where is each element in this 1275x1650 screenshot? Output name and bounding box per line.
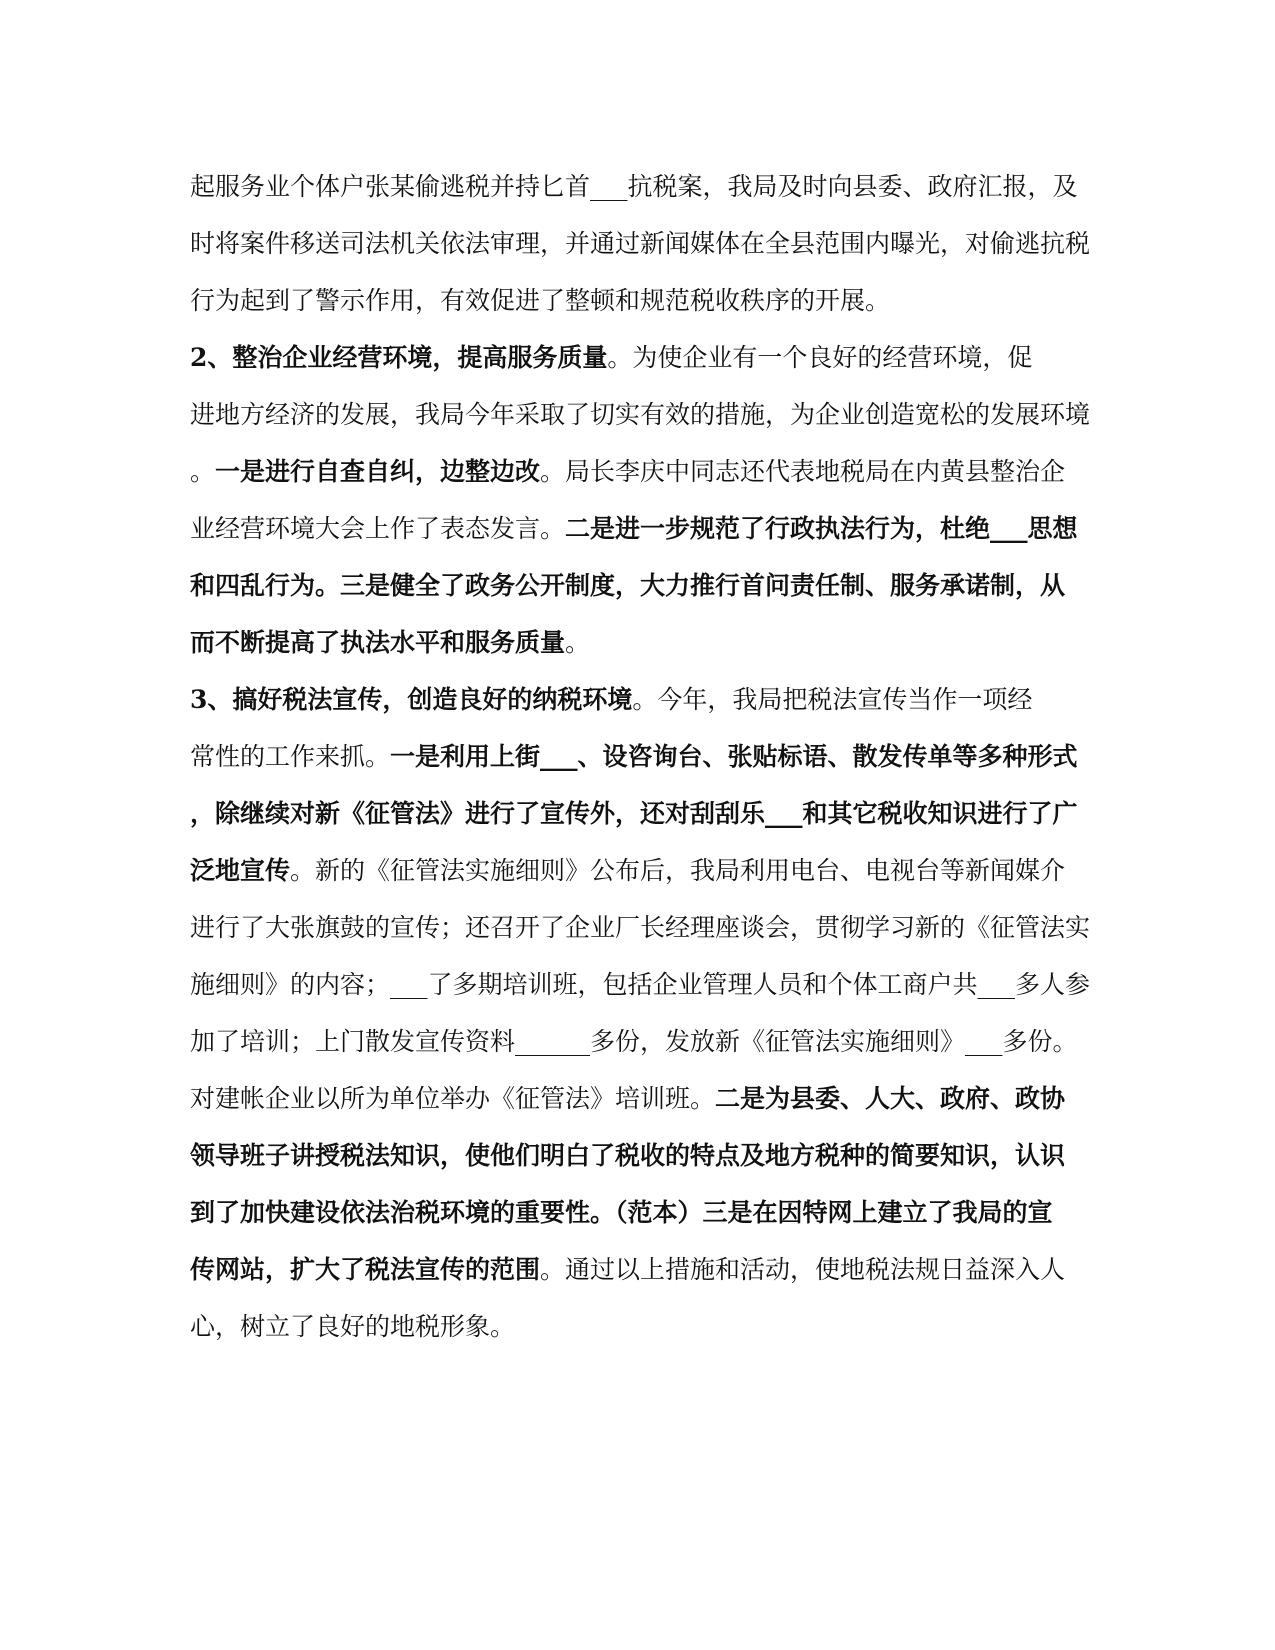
text-line [190,457,1065,487]
text-line [190,628,590,658]
text-line [190,799,1078,829]
text-line [190,514,1078,544]
bold-text-run: 到了加快建设依法治税环境的重要性。（范本）三是在因特网上建立了我局的宣 [190,1198,1053,1227]
text-run: 起服务业个体户张某偷逃税并持匕首___抗税案，我局及时向县委、政府汇报，及 [190,172,1078,201]
bold-text-run: 和四乱行为。三是健全了政务公开制度，大力推行首问责任制、服务承诺制，从 [190,571,1066,600]
bold-text-run: 2、整治企业经营环境，提高服务质量 [190,343,608,372]
text-line [190,400,1090,430]
text-run: 心，树立了良好的地税形象。 [190,1312,516,1341]
text-run: 。今年，我局把税法宣传当作一项经 [632,685,1033,714]
text-line [190,685,1032,715]
bold-text-run: 领导班子讲授税法知识，使他们明白了税收的特点及地方税种的简要知识，认识 [190,1141,1066,1170]
text-line [190,1255,1065,1285]
text-run: 施细则》的内容；___了多期培训班，包括企业管理人员和个体工商户共___多人参 [190,970,1091,999]
text-line [190,970,1090,1000]
text-line [190,229,1090,259]
bold-text-run: ，除继续对新《征管法》进行了宣传外，还对刮刮乐___和其它税收知识进行了广 [190,799,1078,828]
text-line [190,286,890,316]
bold-text-run: 二是进一步规范了行政执法行为，杜绝___思想 [565,514,1078,543]
text-run: 。局长李庆中同志还代表地税局在内黄县整治企 [540,457,1066,486]
text-run: 进地方经济的发展，我局今年采取了切实有效的措施，为企业创造宽松的发展环境 [190,400,1091,429]
bold-text-run: 一是进行自查自纠，边整边改 [215,457,541,486]
text-line [190,742,1078,772]
bold-text-run: 一是利用上街___、设咨询台、张贴标语、散发传单等多种形式 [390,742,1078,771]
bold-text-run: 而不断提高了执法水平和服务质量 [190,628,566,657]
text-run: 。为使企业有一个良好的经营环境，促 [607,343,1033,372]
text-run: 。 [190,457,216,486]
bold-text-run: 3、搞好税法宣传，创造良好的纳税环境 [190,685,633,714]
text-run: 对建帐企业以所为单位举办《征管法》培训班。 [190,1084,716,1113]
text-line [190,856,1065,886]
text-line [190,343,1032,373]
text-line [190,1198,1053,1228]
text-run: 时将案件移送司法机关依法审理，并通过新闻媒体在全县范围内曝光，对偷逃抗税 [190,229,1091,258]
text-run: 。通过以上措施和活动，使地税法规日益深入人 [540,1255,1066,1284]
text-run: 行为起到了警示作用，有效促进了整顿和规范税收秩序的开展。 [190,286,891,315]
text-run: 常性的工作来抓。 [190,742,391,771]
text-line [190,1084,1065,1114]
bold-text-run: 泛地宣传 [190,856,291,885]
text-run: 加了培训；上门散发宣传资料______多份，发放新《征管法实施细则》___多份。 [190,1027,1078,1056]
text-run: 。 [565,628,591,657]
text-line [190,1027,1078,1057]
text-line [190,571,1065,601]
text-line [190,1312,515,1342]
bold-text-run: 传网站，扩大了税法宣传的范围 [190,1255,541,1284]
text-line [190,913,1090,943]
text-run: 。新的《征管法实施细则》公布后，我局利用电台、电视台等新闻媒介 [290,856,1066,885]
bold-text-run: 二是为县委、人大、政府、政协 [715,1084,1066,1113]
text-run: 业经营环境大会上作了表态发言。 [190,514,566,543]
text-line [190,172,1078,202]
text-line [190,1141,1065,1171]
text-run: 进行了大张旗鼓的宣传；还召开了企业厂长经理座谈会，贯彻学习新的《征管法实 [190,913,1091,942]
